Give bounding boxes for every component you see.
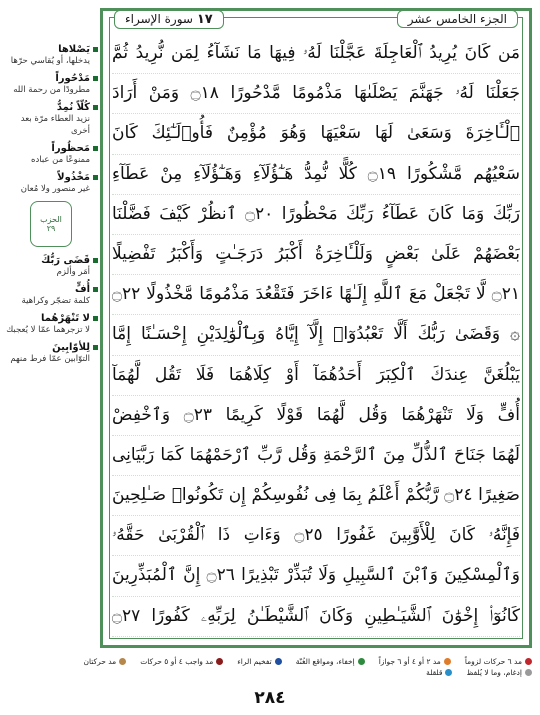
glossary-definition: التوّابين عمّا فرط منهم <box>10 354 90 364</box>
legend-text: إدغام، وما لا يُلفظ <box>466 668 522 677</box>
bullet-icon <box>93 345 98 350</box>
page-header <box>100 6 532 32</box>
legend-text: مد واجب ٤ أو ٥ حركات <box>140 657 214 666</box>
verse-line: كَانُوٓا۟ إِخْوَٰنَ ٱلشَّيَـٰطِينِ وَكَانَ ٱلشَّيْطَـٰنُ لِرَبِّهِۦ كَفُورًا ۝٢٧ <box>112 597 520 637</box>
verse-line: رَبِّكَ وَمَا كَانَ عَطَآءُ رَبِّكَ مَحْظُورًا ۝٢٠ ٱنظُرْ كَيْفَ فَضَّلْنَا <box>112 195 520 235</box>
glossary-definition: ممنوعًا من عباده <box>31 155 90 165</box>
hizb-marker <box>30 201 72 247</box>
legend-item <box>466 668 532 677</box>
verse-line: صَغِيرًا ۝٢٤ رَّبُّكُمْ أَعْلَمُ بِمَا فِى نُفُوسِكُمْ إِن تَكُونُوا۟ صَـٰلِحِينَ <box>112 476 520 516</box>
legend-swatch <box>444 658 451 665</box>
page-number: ٢٨٤ <box>254 688 286 708</box>
glossary-definition: غير منصور ولا مُعان <box>20 184 90 194</box>
verse-text-block <box>112 34 520 634</box>
verse-line: وَٱلْمِسْكِينَ وَٱبْنَ ٱلسَّبِيلِ وَلَا تُبَذِّرْ تَبْذِيرًا ۝٢٦ إِنَّ ٱلْمُبَذِّرِينَ <box>112 556 520 596</box>
glossary-definition: كلمة تضجّر وكراهية <box>21 296 90 306</box>
legend-text: مد ٦ حركات لزوماً <box>464 657 522 666</box>
glossary-word: كُلّاً نُمِدُّ <box>56 102 90 113</box>
legend-swatch <box>119 658 126 665</box>
legend-item <box>465 657 532 666</box>
glossary-definition: لا تزجرهما عمّا لا يُعجبك <box>6 325 90 335</box>
legend-swatch <box>525 669 532 676</box>
juz-label: الجزء الخامس عشر <box>397 10 518 28</box>
glossary-entry <box>4 313 98 336</box>
tajweed-legend <box>12 652 532 682</box>
glossary-word: أُفٍّ <box>74 284 90 295</box>
glossary-entry <box>4 284 98 307</box>
verse-line: جَعَلْنَا لَهُۥ جَهَنَّمَ يَصْلَىٰهَا مَذْمُومًا مَّدْحُورًا ۝١٨ وَمَنْ أَرَادَ <box>112 74 520 114</box>
verse-line: لَهُمَا جَنَاحَ ٱلذُّلِّ مِنَ ٱلرَّحْمَةِ وَقُل رَّبِّ ٱرْحَمْهُمَا كَمَا رَبَّيَانِى <box>112 436 520 476</box>
hizb-label: الحزب <box>40 215 62 224</box>
glossary-entry <box>4 255 98 278</box>
legend-swatch <box>445 669 452 676</box>
verse-line: يَبْلُغَنَّ عِندَكَ ٱلْكِبَرَ أَحَدُهُمَآ أَوْ كِلَاهُمَا فَلَا تَقُل لَّهُمَآ <box>112 356 520 396</box>
glossary-word: لا تَنْهَرْهُما <box>41 313 90 324</box>
legend-item <box>83 657 126 666</box>
glossary-definition: نزيد العطاء مرّة بعد أخرى <box>20 114 90 136</box>
legend-swatch <box>275 658 282 665</box>
verse-line: ٱلْـَٔاخِرَةَ وَسَعَىٰ لَهَا سَعْيَهَا وَهُوَ مُؤْمِنٌ فَأُو۟لَـٰٓئِكَ كَانَ <box>112 114 520 154</box>
bullet-icon <box>93 105 98 110</box>
legend-swatch <box>358 658 365 665</box>
legend-item <box>296 657 365 666</box>
glossary-word: مَحظُوراً <box>51 143 90 154</box>
verse-line: ۞ وَقَضَىٰ رَبُّكَ أَلَّا تَعْبُدُوٓا۟ إِلَّآ إِيَّاهُ وَبِٱلْوَٰلِدَيْنِ إِحْسَـٰنًا إِمَّا <box>112 315 520 355</box>
surah-name: سورة الإسراء <box>125 11 193 26</box>
glossary-entry <box>4 172 98 195</box>
legend-text: إخفاء، ومواقع الغُنّة <box>295 657 355 666</box>
glossary-entry <box>4 342 98 365</box>
bullet-icon <box>93 175 98 180</box>
verse-line: فَإِنَّهُۥ كَانَ لِلْأَوَّٰبِينَ غَفُورًا ۝٢٥ وَءَاتِ ذَا ٱلْقُرْبَىٰ حَقَّهُۥ <box>112 516 520 556</box>
verse-line: بَعْضَهُمْ عَلَىٰ بَعْضٍ وَلَلْـَٔاخِرَةُ أَكْبَرُ دَرَجَـٰتٍ وَأَكْبَرُ تَفْضِيلًا <box>112 235 520 275</box>
legend-text: تفخيم الراء <box>237 657 272 666</box>
verse-line: مَن كَانَ يُرِيدُ ٱلْعَاجِلَةَ عَجَّلْنَا لَهُۥ فِيهَا مَا نَشَآءُ لِمَن نُّرِيدُ ثُمَّ <box>112 34 520 74</box>
bullet-icon <box>93 316 98 321</box>
glossary-word: يَصْلاها <box>58 44 90 55</box>
bullet-icon <box>93 146 98 151</box>
glossary-entry <box>4 102 98 137</box>
legend-item <box>140 657 223 666</box>
legend-swatch <box>525 658 532 665</box>
bullet-icon <box>93 258 98 263</box>
glossary-entry <box>4 73 98 96</box>
glossary-entry <box>4 143 98 166</box>
legend-text: مد ٢ أو ٤ أو ٦ جوازاً <box>378 657 441 666</box>
legend-swatch <box>216 658 223 665</box>
hizb-number: ٢٩ <box>46 224 56 233</box>
legend-item <box>237 657 281 666</box>
glossary-word: قَضَى رَبُّكَ <box>41 255 90 266</box>
glossary-definition: أمَر وألزم <box>56 267 90 277</box>
surah-number: ١٧ <box>196 11 213 27</box>
bullet-icon <box>93 47 98 52</box>
glossary-entry <box>4 44 98 67</box>
verse-line: ۝٢١ لَّا تَجْعَلْ مَعَ ٱللَّهِ إِلَـٰهًا ءَاخَرَ فَتَقْعُدَ مَذْمُومًا مَّخْذُولًا ۝٢٢ <box>112 275 520 315</box>
glossary-definition: يدخلها، أو يُقاسي حرّها <box>10 56 90 66</box>
legend-item <box>426 668 452 677</box>
verse-line: سَعْيُهُم مَّشْكُورًا ۝١٩ كُلًّا نُّمِدُّ هَـٰٓؤُلَآءِ وَهَـٰٓؤُلَآءِ مِنْ عَطَآءِ <box>112 155 520 195</box>
bullet-icon <box>93 287 98 292</box>
legend-item <box>379 657 451 666</box>
glossary-word: مَخْذُولاً <box>57 172 90 183</box>
verse-line: أُفٍّ وَلَا تَنْهَرْهُمَا وَقُل لَّهُمَا قَوْلًا كَرِيمًا ۝٢٣ وَٱخْفِضْ <box>112 396 520 436</box>
bullet-icon <box>93 76 98 81</box>
glossary-word: مَدْحُوراً <box>55 73 90 84</box>
legend-text: مد حركتان <box>83 657 117 666</box>
glossary-word: لِلأوّابِينَ <box>52 342 90 353</box>
glossary-definition: مطرودًا من رحمة الله <box>13 85 90 95</box>
margin-glossary <box>4 44 98 371</box>
legend-text: قلقلة <box>426 668 443 677</box>
surah-label <box>114 10 224 29</box>
